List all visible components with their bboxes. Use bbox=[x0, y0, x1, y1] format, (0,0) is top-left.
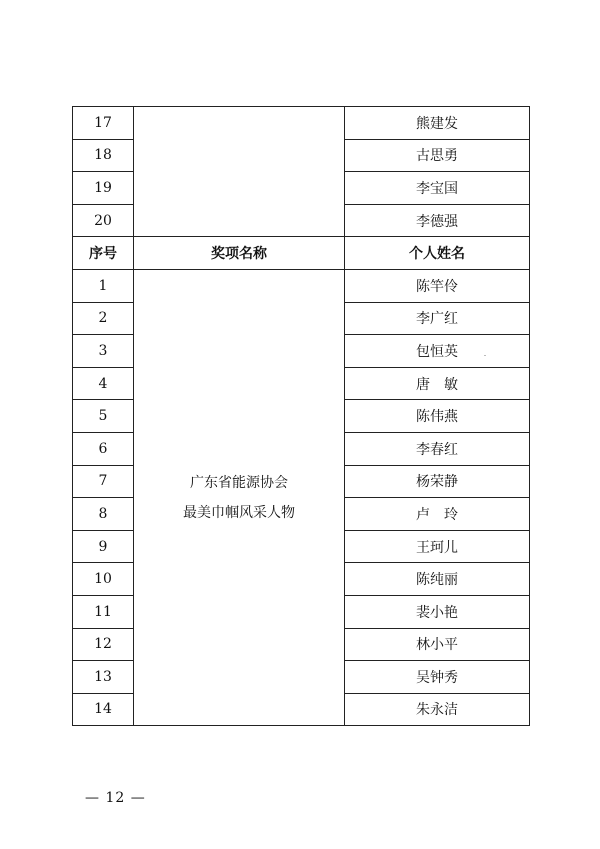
person-name: 唐 敏 bbox=[345, 367, 530, 400]
row-number: 13 bbox=[73, 661, 134, 694]
row-number: 2 bbox=[73, 302, 134, 335]
page-number: — 12 — bbox=[85, 790, 146, 806]
person-name: 朱永洁 bbox=[345, 693, 530, 726]
row-number: 20 bbox=[73, 204, 134, 237]
table-row bbox=[73, 269, 530, 302]
row-number: 6 bbox=[73, 432, 134, 465]
person-name: 李广红 bbox=[345, 302, 530, 335]
person-name: 熊建发 bbox=[345, 107, 530, 140]
row-number: 11 bbox=[73, 595, 134, 628]
person-name: 李春红 bbox=[345, 432, 530, 465]
award-name-cell-previous bbox=[134, 107, 345, 237]
person-name: 王珂儿 bbox=[345, 530, 530, 563]
award-name-line2: 最美巾帼风采人物 bbox=[183, 504, 295, 521]
award-name-line1: 广东省能源协会 bbox=[190, 474, 288, 491]
person-name: 包恒英 bbox=[345, 335, 530, 368]
person-name: 吴钟秀 bbox=[345, 661, 530, 694]
row-number: 5 bbox=[73, 400, 134, 433]
person-name: 杨荣静 bbox=[345, 465, 530, 498]
row-number: 1 bbox=[73, 269, 134, 302]
scan-speck bbox=[484, 355, 486, 356]
row-number: 3 bbox=[73, 335, 134, 368]
row-number: 9 bbox=[73, 530, 134, 563]
person-name: 林小平 bbox=[345, 628, 530, 661]
row-number: 17 bbox=[73, 107, 134, 140]
row-number: 8 bbox=[73, 498, 134, 531]
person-name: 卢 玲 bbox=[345, 498, 530, 531]
person-name: 李宝国 bbox=[345, 172, 530, 205]
table-header-row bbox=[73, 237, 530, 270]
award-table bbox=[72, 106, 530, 726]
row-number: 4 bbox=[73, 367, 134, 400]
person-name: 陈伟燕 bbox=[345, 400, 530, 433]
person-name: 陈纯丽 bbox=[345, 563, 530, 596]
person-name: 陈竿伶 bbox=[345, 269, 530, 302]
row-number: 10 bbox=[73, 563, 134, 596]
header-number: 序号 bbox=[73, 237, 134, 270]
row-number: 7 bbox=[73, 465, 134, 498]
header-award: 奖项名称 bbox=[134, 237, 345, 270]
row-number: 12 bbox=[73, 628, 134, 661]
award-name-cell bbox=[134, 269, 345, 725]
person-name: 李德强 bbox=[345, 204, 530, 237]
row-number: 18 bbox=[73, 139, 134, 172]
row-number: 19 bbox=[73, 172, 134, 205]
table-row bbox=[73, 107, 530, 140]
row-number: 14 bbox=[73, 693, 134, 726]
person-name: 裴小艳 bbox=[345, 595, 530, 628]
person-name: 古思勇 bbox=[345, 139, 530, 172]
header-name: 个人姓名 bbox=[345, 237, 530, 270]
